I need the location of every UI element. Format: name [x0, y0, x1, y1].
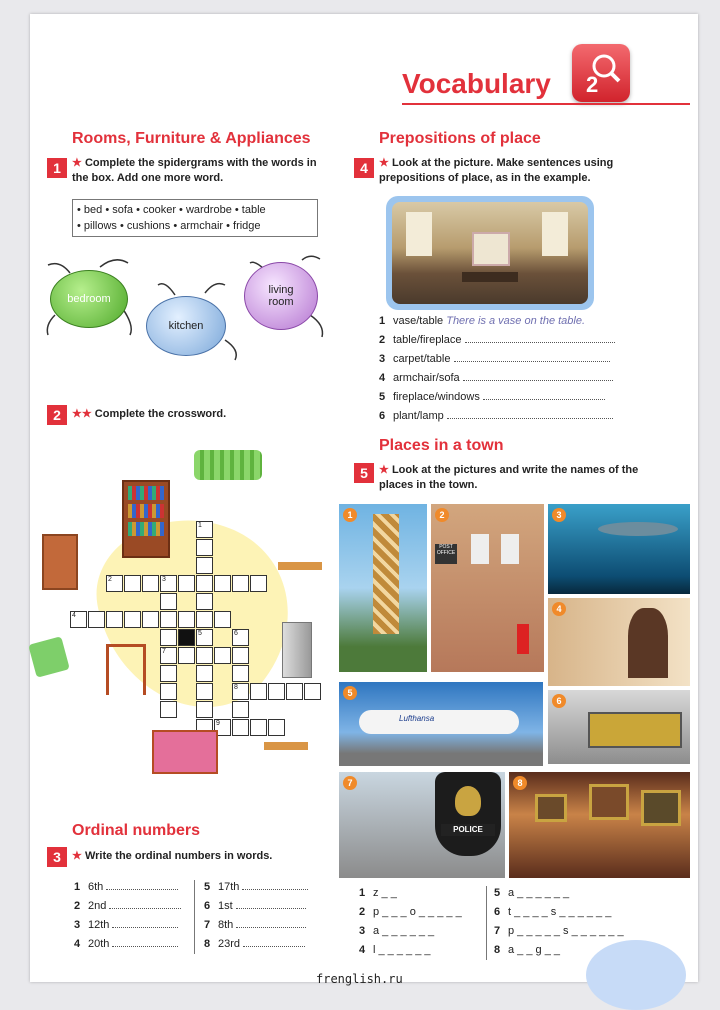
exercise-4-instruction	[379, 156, 639, 186]
exercise-2-number: 2	[47, 405, 67, 425]
crossword-cell	[196, 647, 213, 664]
spidergram-label: bedroom	[67, 293, 111, 305]
list-item: 5 fireplace/windows	[379, 388, 615, 407]
list-item: 2 table/fireplace	[379, 331, 615, 350]
crossword-cell	[142, 611, 159, 628]
spidergram-label: kitchen	[168, 320, 204, 332]
star-icon: ★	[379, 157, 389, 169]
crossword-cell	[232, 701, 249, 718]
instruction-text: Write the ordinal numbers in words.	[84, 850, 273, 862]
crossword-cell	[160, 593, 177, 610]
crossword-cell	[124, 575, 141, 592]
crossword-cell	[214, 647, 231, 664]
crossword-cell	[304, 683, 321, 700]
ordinals-divider	[194, 880, 195, 954]
star-icon: ★	[72, 850, 82, 862]
photo-number: 3	[552, 508, 566, 522]
bookcase-image	[122, 480, 170, 558]
crossword-cell	[196, 521, 213, 538]
crossword-cell	[106, 611, 123, 628]
crossword-cell	[196, 557, 213, 574]
star-icon: ★★	[72, 408, 92, 420]
list-item: 3 12th	[74, 916, 181, 935]
crossword-cell	[160, 611, 177, 628]
page-title: Vocabulary	[402, 68, 551, 99]
instruction-text: Look at the pictures and write the names of the places in the town.	[379, 464, 639, 491]
crossword-clue-number: 4	[72, 612, 76, 619]
crossword-cell	[268, 719, 285, 736]
footer-watermark: frenglish.ru	[316, 972, 403, 986]
exercise-4-number: 4	[354, 158, 374, 178]
crossword-cell	[250, 575, 267, 592]
magnifier-icon	[572, 44, 630, 102]
list-item: 1 z _ _	[359, 887, 397, 899]
list-item: 8 23rd	[204, 935, 308, 954]
list-item: 8 a _ _ g _ _	[494, 944, 560, 956]
post-office-sign: POST OFFICE	[435, 544, 457, 564]
crossword-cell	[196, 575, 213, 592]
crossword-cell	[160, 629, 177, 646]
crossword-cell	[232, 665, 249, 682]
list-item: 3 a _ _ _ _ _ _	[359, 925, 435, 937]
exercise-3-instruction	[72, 849, 272, 864]
living-room-photo	[392, 202, 588, 304]
photo-number: 6	[552, 694, 566, 708]
photo-aquarium	[548, 504, 690, 594]
crossword-clue-number: 3	[162, 576, 166, 583]
crossword-cell	[196, 611, 213, 628]
list-item: 2 2nd	[74, 897, 181, 916]
crossword-cell	[196, 593, 213, 610]
photo-number: 2	[435, 508, 449, 522]
crossword-cell	[232, 575, 249, 592]
exercise-3-number: 3	[47, 847, 67, 867]
photo-post-office	[431, 504, 544, 672]
crossword-cell	[196, 539, 213, 556]
word-box	[72, 199, 318, 237]
photo-number: 5	[343, 686, 357, 700]
photo-zoo	[339, 504, 427, 672]
spidergram-bedroom	[50, 270, 128, 328]
list-item: 6 t _ _ _ _ s _ _ _ _ _ _	[494, 906, 612, 918]
police-sign: POLICE	[441, 824, 495, 836]
crossword-cell	[214, 611, 231, 628]
list-item: 1 vase/table There is a vase on the table.	[379, 315, 586, 327]
instruction-text: Complete the crossword.	[94, 408, 227, 420]
crossword-cell	[124, 611, 141, 628]
ordinals-left-list	[74, 878, 181, 954]
header-rule	[402, 103, 690, 105]
crossword-cell	[178, 647, 195, 664]
instruction-text: Complete the spidergrams with the words in the box. Add one more word.	[72, 157, 317, 184]
list-item: 4 20th	[74, 935, 181, 954]
photo-number: 7	[343, 776, 357, 790]
prepositions-list	[379, 312, 615, 426]
corner-overlay	[586, 940, 686, 1010]
crossword-cell	[286, 683, 303, 700]
unit-number: 2	[586, 72, 599, 97]
exercise-5-number: 5	[354, 463, 374, 483]
crossword-cell	[232, 719, 249, 736]
list-item: 6 1st	[204, 897, 308, 916]
crossword-cell	[214, 575, 231, 592]
crossword-cell	[178, 611, 195, 628]
list-item: 4 l _ _ _ _ _ _	[359, 944, 431, 956]
airline-logo: Lufthansa	[399, 714, 435, 723]
list-item: 3 carpet/table	[379, 350, 615, 369]
list-item: 7 p _ _ _ _ _ s _ _ _ _ _ _	[494, 925, 624, 937]
chair-image	[106, 644, 146, 695]
list-item: 5 17th	[204, 878, 308, 897]
ordinals-heading: Ordinal numbers	[72, 822, 201, 839]
prepositions-heading: Prepositions of place	[379, 130, 541, 147]
crossword-cell	[232, 683, 249, 700]
crossword-cell	[178, 575, 195, 592]
photo-number: 8	[513, 776, 527, 790]
list-item: 6 plant/lamp	[379, 407, 615, 426]
crossword-clue-number: 2	[108, 576, 112, 583]
list-item: 4 armchair/sofa	[379, 369, 615, 388]
list-item: 5 a _ _ _ _ _ _	[494, 887, 570, 899]
bed-image	[152, 730, 218, 774]
fridge-image	[282, 622, 312, 678]
exercise-1-instruction	[72, 156, 332, 186]
exercise-1-number: 1	[47, 158, 67, 178]
photo-art-gallery	[509, 772, 690, 878]
unit-badge	[572, 44, 630, 102]
photo-number: 1	[343, 508, 357, 522]
places-answers-left	[359, 884, 462, 960]
ordinals-right-list	[204, 878, 308, 954]
word-box-line-1: • bed • sofa • cooker • wardrobe • table	[77, 204, 266, 216]
crossword-clue-number: 7	[162, 648, 166, 655]
crossword-clue-number: 9	[216, 720, 220, 727]
photo-police-station	[339, 772, 505, 878]
table-image	[278, 562, 322, 600]
photo-train-station	[548, 690, 690, 764]
list-item: 7 8th	[204, 916, 308, 935]
crossword-cell	[106, 575, 123, 592]
rooms-heading: Rooms, Furniture & Appliances	[72, 130, 311, 147]
crossword-cell	[178, 629, 195, 646]
crossword-clue-number: 8	[234, 684, 238, 691]
photo-library	[548, 598, 690, 686]
crossword-clue-number: 5	[198, 630, 202, 637]
word-box-line-2: • pillows • cushions • armchair • fridge	[77, 220, 261, 232]
crossword-cell	[196, 683, 213, 700]
list-item: 2 p _ _ _ o _ _ _ _ _	[359, 906, 462, 918]
sofa-image	[194, 450, 262, 480]
star-icon: ★	[379, 464, 389, 476]
spidergram-kitchen	[146, 296, 226, 356]
spidergram-label: living room	[268, 284, 294, 308]
crossword-cell	[250, 683, 267, 700]
list-item: 1 6th	[74, 878, 181, 897]
crossword-cell	[160, 701, 177, 718]
crossword-cell	[70, 611, 87, 628]
spidergram-living-room	[244, 262, 318, 330]
photo-airport	[339, 682, 543, 766]
desk-image	[264, 742, 308, 778]
crossword-cell	[196, 629, 213, 646]
crossword-clue-number: 6	[234, 630, 238, 637]
crossword-cell	[250, 719, 267, 736]
living-room-photo-frame	[386, 196, 594, 310]
photo-number: 4	[552, 602, 566, 616]
crossword-cell	[142, 575, 159, 592]
instruction-text: Look at the picture. Make sentences using prepositions of place, as in the example.	[379, 157, 614, 184]
crossword-cell	[160, 665, 177, 682]
crossword-cell	[160, 683, 177, 700]
crossword-cell	[196, 665, 213, 682]
crossword-cell	[232, 647, 249, 664]
crossword-cell	[268, 683, 285, 700]
exercise-5-instruction	[379, 463, 639, 493]
crossword-cell	[160, 575, 177, 592]
crossword-cell	[160, 647, 177, 664]
crossword-cell	[88, 611, 105, 628]
crossword-clue-number: 1	[198, 522, 202, 529]
star-icon: ★	[72, 157, 82, 169]
crossword-cell	[232, 629, 249, 646]
places-heading: Places in a town	[379, 437, 504, 454]
crossword-cell	[196, 701, 213, 718]
answers-divider	[486, 886, 487, 960]
wardrobe-image	[42, 534, 78, 590]
exercise-2-instruction	[72, 407, 226, 422]
